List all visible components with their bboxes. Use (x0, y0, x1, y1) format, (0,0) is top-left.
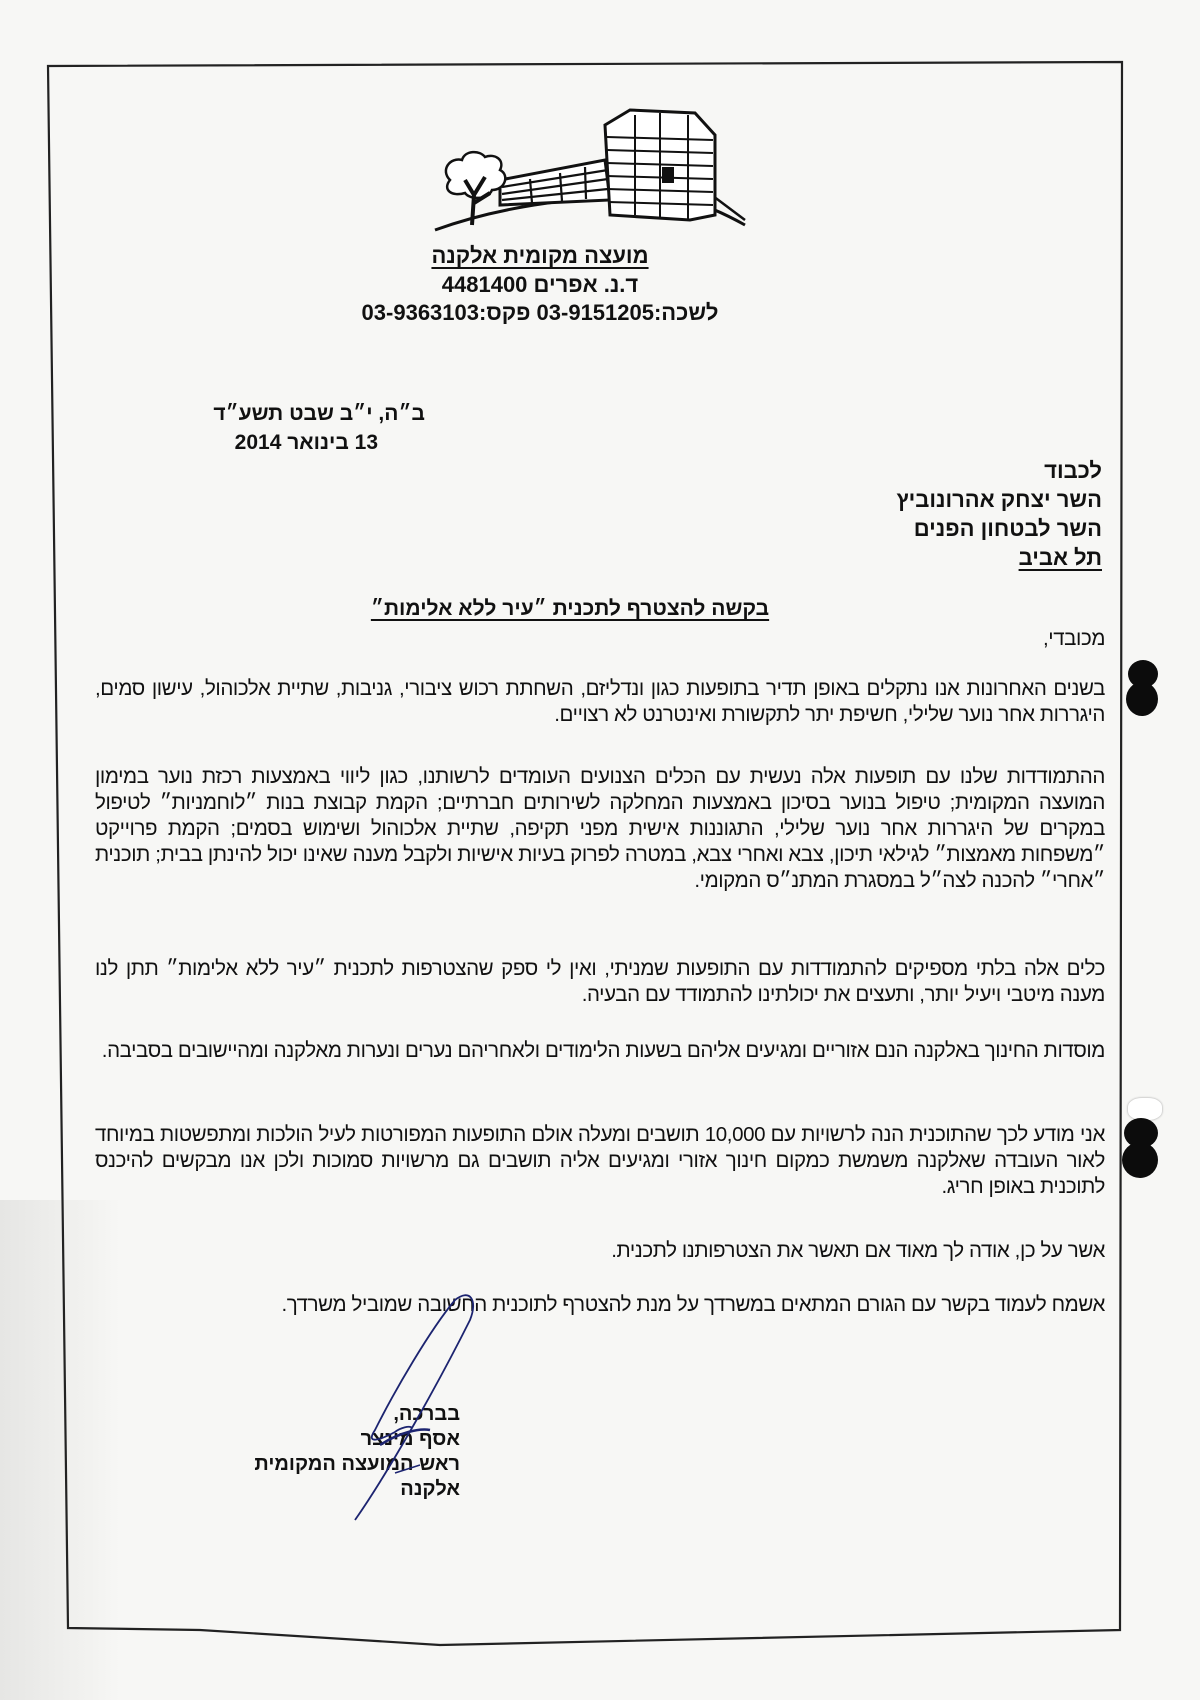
org-name: מועצה מקומית אלקנה (431, 243, 649, 268)
recipient-city: תל אביב (1018, 545, 1102, 570)
recipient-block (702, 456, 1102, 572)
recipient-title: השר לבטחון הפנים (913, 516, 1102, 541)
postal-address: ד.נ. אפרים 4481400 (441, 272, 639, 297)
paragraph-6: אשר על כן, אודה לך מאוד אם תאשר את הצטרפותנו לתכנית. (611, 1239, 1105, 1262)
recipient-salutation: לכבוד (1044, 458, 1102, 483)
greeting: מכובדי, (1042, 627, 1105, 650)
signature-block (200, 1402, 460, 1502)
recipient-name: השר יצחק אהרונוביץ (896, 487, 1102, 512)
paragraph-5: אני מודע לכך שהתוכנית הנה לרשויות עם 10,000 תושבים ומעלה אולם התופעות המפורטות לעיל הולכות ומתפשטות במיוחד לאור העובדה שאלקנה משמשת כמקום חינוך אזורי ומגיעים אליה תושבים גם מרשויות סמוכות ולכן אנו מבקשים להיכנס לתוכנית באופן חריג. (95, 1123, 1105, 1198)
paragraph-2: ההתמודדות שלנו עם תופעות אלה נעשית עם הכלים הצנועים העומדים לרשותנו, כגון ליווי באמצעות רכזת נוער במימון המועצה המקומית; טיפול בנוער בסיכון באמצעות המחלקה לשירותים חברתיים; הקמת קבוצת בנות ״לוחמניות״ לטיפול במקרים של היגררות אחר נוער שלילי, התגוננות אישית מפני תקיפה, שתיית אלכוהול ושימוש בסמים; הקמת פרוייקט ״משפחות מאמצות״ לגילאי תיכון, צבא ואחרי צבא, במטרה לפרוק בעיות אישיות ולקבל מענה שאינו יכול להינתן בבית; תוכנית ״אחרי״ להכנה לצה״ל במסגרת המתנ״ס המקומי. (95, 765, 1105, 892)
subject-line: בקשה להצטרף לתכנית ״עיר ללא אלימות״ (370, 597, 770, 620)
signer-role: ראש המועצה המקומית (254, 1453, 460, 1475)
tower-logo-icon (430, 95, 750, 235)
punch-hole-top-b (1126, 682, 1158, 716)
hebrew-date: ב״ה, י״ב שבט תשע״ד (213, 402, 425, 425)
binder-tab (1128, 1098, 1162, 1120)
signer-place: אלקנה (400, 1478, 460, 1500)
paragraph-1: בשנים האחרונות אנו נתקלים באופן תדיר בתופעות כגון ונדליזם, השחתת רכוש ציבורי, גניבות, שתיית אלכוהול, עישון סמים, היגררות אחר נוער שלילי, חשיפת יתר לתקשורת ואינטרנט לא רצויים. (95, 677, 1105, 726)
paragraph-4: מוסדות החינוך באלקנה הנם אזוריים ומגיעים אליהם בשעות הלימודים ולאחריהם נערים ונערות מאלקנה ומהיישובים בסביבה. (101, 1039, 1105, 1062)
paragraph-3: כלים אלה בלתי מספיקים להתמודדות עם התופעות שמניתי, ואין לי ספק שהצטרפות לתכנית ״עיר ללא אלימות״ תתן לנו מענה מיטבי ויעיל יותר, ותעצים את יכולתינו להתמודד עם הבעיה. (95, 957, 1105, 1006)
punch-hole-bottom-b (1122, 1142, 1158, 1178)
signer-name: אסף מינצר (360, 1428, 460, 1450)
paragraph-7: אשמח לעמוד בקשר עם הגורם המתאים במשרדך על מנת להצטרף לתוכנית החשובה שמוביל משרדך. (281, 1293, 1105, 1316)
contact-phone-fax: לשכה:03-9151205 פקס:03-9363103 (361, 300, 719, 325)
closing: בברכה, (393, 1403, 460, 1425)
gregorian-date: 13 בינואר 2014 (234, 431, 378, 454)
